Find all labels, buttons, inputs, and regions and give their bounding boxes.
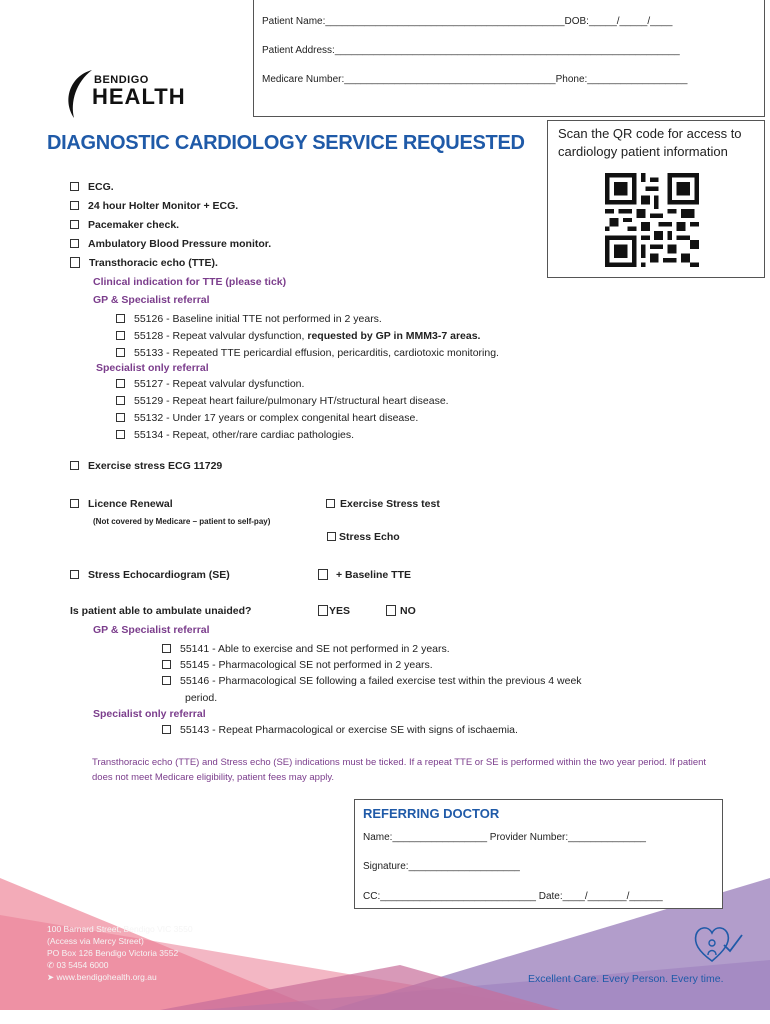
service-exercise-ecg[interactable]	[70, 460, 222, 472]
tte-gp-item-label: 55133 - Repeated TTE pericardial effusion, pericarditis, cardiotoxic monitoring.	[134, 347, 499, 359]
tagline: Excellent Care. Every Person. Every time.	[528, 973, 724, 985]
tte-gp-item[interactable]	[116, 330, 480, 342]
ambulate-no[interactable]	[386, 605, 416, 617]
footnote: Transthoracic echo (TTE) and Stress echo (SE) indications must be ticked. If a repeat TTE or SE is performed within the two year period. If patient does not meet Medicare eligibility, patient fees may apply.	[92, 757, 707, 783]
se-spec-item-label: 55143 - Repeat Pharmacological or exercise SE with signs of ischaemia.	[180, 724, 518, 736]
licence-exercise-stress-test[interactable]	[326, 498, 440, 510]
qr-instructions: Scan the QR code for access to cardiology patient information	[558, 126, 742, 159]
ambulate-yes[interactable]	[318, 605, 350, 617]
checkbox[interactable]	[162, 644, 171, 653]
tte-gp-heading: GP & Specialist referral	[93, 294, 210, 306]
checkbox[interactable]	[116, 396, 125, 405]
qr-code-box	[547, 120, 765, 278]
service-tte-label: Transthoracic echo (TTE).	[89, 257, 218, 269]
service-pacemaker[interactable]	[70, 219, 179, 231]
checkbox[interactable]	[162, 660, 171, 669]
stress-echocardiogram-label: Stress Echocardiogram (SE)	[88, 569, 230, 581]
bendigo-health-logo	[62, 66, 202, 122]
care-heart-icon	[692, 921, 744, 965]
tte-gp-item-label: 55126 - Baseline initial TTE not performed in 2 years.	[134, 313, 382, 325]
address-line: 100 Barnard Street, Bendigo VIC 3550	[47, 924, 193, 934]
tte-gp-item[interactable]	[116, 347, 499, 359]
patient-name-field[interactable]: Patient Name:___________________________________________DOB:_____/_____/____	[262, 16, 673, 27]
licence-note: (Not covered by Medicare – patient to self-pay)	[93, 517, 271, 526]
checkbox[interactable]	[116, 314, 125, 323]
checkbox[interactable]	[116, 430, 125, 439]
checkbox[interactable]	[116, 413, 125, 422]
hospital-address	[47, 923, 193, 983]
patient-details-box	[253, 0, 765, 117]
se-gp-heading: GP & Specialist referral	[93, 624, 210, 636]
service-holter[interactable]	[70, 200, 238, 212]
referring-cc-field[interactable]: CC:____________________________ Date:____/_______/______	[363, 891, 663, 902]
service-holter-label: 24 hour Holter Monitor + ECG.	[88, 200, 239, 212]
address-line: (Access via Mercy Street)	[47, 936, 144, 946]
checkbox[interactable]	[70, 461, 79, 470]
service-abp[interactable]	[70, 238, 271, 250]
tte-spec-item[interactable]	[116, 412, 418, 424]
checkbox[interactable]	[162, 725, 171, 734]
referring-name-field[interactable]: Name:_________________ Provider Number:______________	[363, 832, 646, 843]
checkbox[interactable]	[116, 379, 125, 388]
service-ecg-label: ECG.	[88, 181, 114, 193]
se-gp-item-label: 55146 - Pharmacological SE following a failed exercise test within the previous 4 week	[180, 675, 582, 687]
se-gp-item[interactable]	[162, 659, 433, 671]
checkbox[interactable]	[318, 605, 328, 616]
checkbox[interactable]	[116, 348, 125, 357]
tte-spec-item-label: 55127 - Repeat valvular dysfunction.	[134, 378, 305, 390]
tte-spec-item[interactable]	[116, 429, 354, 441]
checkbox[interactable]	[70, 201, 79, 210]
se-gp-item[interactable]	[162, 675, 582, 687]
se-gp-item-label: 55141 - Able to exercise and SE not performed in 2 years.	[180, 643, 450, 655]
tte-spec-item[interactable]	[116, 378, 304, 390]
checkbox[interactable]	[327, 532, 336, 541]
tte-specialist-heading: Specialist only referral	[96, 362, 209, 374]
se-specialist-heading: Specialist only referral	[93, 708, 206, 720]
patient-address-field[interactable]: Patient Address:______________________________________________________________	[262, 45, 680, 56]
se-spec-item[interactable]	[162, 724, 518, 736]
checkbox[interactable]	[318, 569, 328, 580]
cursor-icon: ➤	[47, 972, 57, 982]
logo-big-text: HEALTH	[92, 84, 186, 109]
baseline-tte-option[interactable]	[318, 569, 411, 581]
tte-spec-item-label: 55134 - Repeat, other/rare cardiac pathologies.	[134, 429, 355, 441]
service-tte[interactable]	[70, 257, 218, 269]
checkbox[interactable]	[116, 331, 125, 340]
referring-signature-field[interactable]: Signature:____________________	[363, 861, 520, 872]
ambulate-question: Is patient able to ambulate unaided?	[70, 605, 252, 617]
checkbox[interactable]	[70, 257, 80, 268]
service-abp-label: Ambulatory Blood Pressure monitor.	[88, 238, 272, 250]
phone-line	[47, 959, 193, 971]
exercise-stress-test-label: Exercise Stress test	[340, 498, 440, 510]
service-licence-renewal[interactable]	[70, 498, 173, 510]
licence-renewal-label: Licence Renewal	[88, 498, 173, 510]
tte-spec-item-label: 55129 - Repeat heart failure/pulmonary HT/structural heart disease.	[134, 395, 449, 407]
service-ecg[interactable]	[70, 181, 114, 193]
ambulate-yes-label: YES	[329, 605, 351, 617]
tte-gp-item[interactable]	[116, 313, 382, 325]
website-link[interactable]: www.bendigohealth.org.au	[56, 972, 157, 982]
checkbox[interactable]	[326, 499, 335, 508]
address-line: PO Box 126 Bendigo Victoria 3552	[47, 948, 179, 958]
se-gp-item-label: 55145 - Pharmacological SE not performed in 2 years.	[180, 659, 433, 671]
tte-gp-item-bold: requested by GP in MMM3-7 areas.	[307, 330, 481, 342]
baseline-tte-label: + Baseline TTE	[336, 569, 411, 581]
service-stress-echocardiogram[interactable]	[70, 569, 230, 581]
checkbox[interactable]	[162, 676, 171, 685]
medicare-number-field[interactable]: Medicare Number:______________________________________Phone:__________________	[262, 74, 688, 85]
tte-spec-item-label: 55132 - Under 17 years or complex congenital heart disease.	[134, 412, 419, 424]
checkbox[interactable]	[386, 605, 396, 616]
tte-spec-item[interactable]	[116, 395, 449, 407]
checkbox[interactable]	[70, 570, 79, 579]
website-line[interactable]	[47, 971, 193, 983]
checkbox[interactable]	[70, 182, 79, 191]
checkbox[interactable]	[70, 239, 79, 248]
se-gp-item[interactable]	[162, 643, 450, 655]
stress-echo-label: Stress Echo	[339, 531, 400, 543]
logo-small-text: BENDIGO	[94, 74, 149, 86]
service-pacemaker-label: Pacemaker check.	[88, 219, 180, 231]
phone-icon: ✆	[47, 960, 57, 970]
checkbox[interactable]	[70, 220, 79, 229]
page-title: DIAGNOSTIC CARDIOLOGY SERVICE REQUESTED	[47, 132, 525, 154]
tte-gp-item-label: 55128 - Repeat valvular dysfunction,	[134, 330, 305, 342]
checkbox[interactable]	[70, 499, 79, 508]
qr-code-icon[interactable]	[601, 173, 703, 267]
licence-stress-echo[interactable]	[327, 531, 400, 543]
referring-doctor-title: REFERRING DOCTOR	[363, 806, 500, 821]
ambulate-no-label: NO	[400, 605, 416, 617]
service-exercise-ecg-label: Exercise stress ECG 11729	[88, 460, 223, 472]
phone-number: 03 5454 6000	[56, 960, 109, 970]
tte-clinical-indication: Clinical indication for TTE (please tick)	[93, 276, 287, 288]
se-gp-item-continued: period.	[185, 692, 218, 704]
referring-doctor-box	[354, 799, 723, 909]
